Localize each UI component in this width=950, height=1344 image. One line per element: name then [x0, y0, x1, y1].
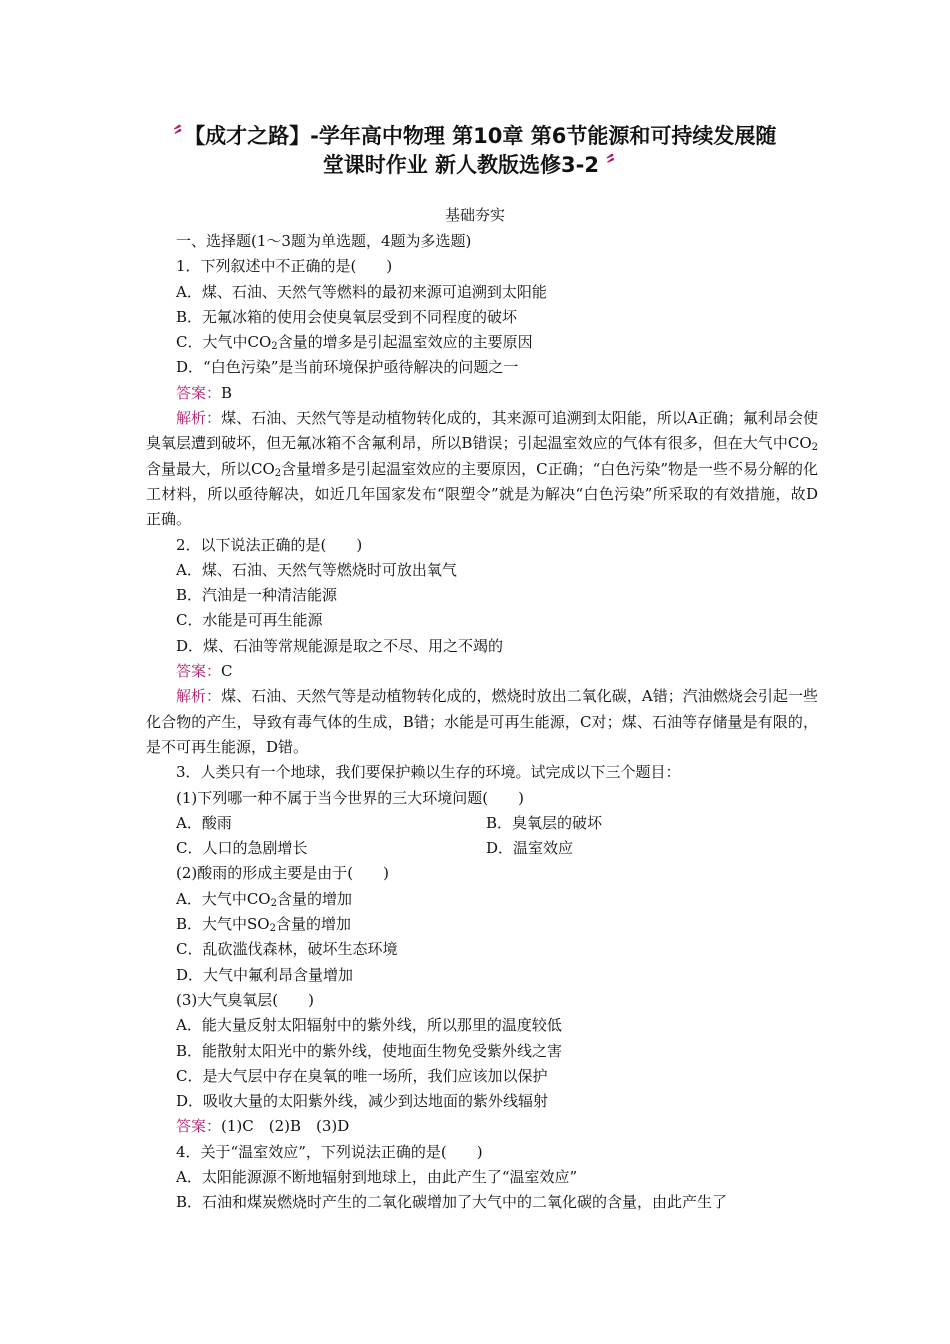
title-close-mark: 〞	[606, 153, 628, 177]
title-open-mark: 〞	[173, 124, 195, 148]
q2-option-c: C．水能是可再生能源	[176, 611, 323, 630]
q3-stem: 3．人类只有一个地球，我们要保护赖以生存的环境。试完成以下三个题目：	[176, 763, 681, 782]
q1-c-text: C．大气中CO	[176, 333, 272, 352]
q3-sub3-option-a: A．能大量反射太阳辐射中的紫外线，所以那里的温度较低	[176, 1016, 562, 1035]
q3-s2a-text-2: 含量的增加	[276, 889, 352, 908]
q3-sub2-option-c: C．乱砍滥伐森林，破坏生态环境	[176, 940, 398, 959]
q3-sub3-option-b: B．能散射太阳光中的紫外线，使地面生物免受紫外线之害	[176, 1041, 563, 1060]
q1-analysis-sub-1: 2	[811, 442, 818, 454]
q3-sub2-option-b	[146, 912, 818, 937]
title-text-1: 【成才之路】-学年高中物理 第10章 第6节能源和可持续发展随	[194, 124, 777, 148]
q1-answer-value: B	[221, 383, 233, 402]
q2-option-d: D．煤、石油等常规能源是取之不尽、用之不竭的	[176, 636, 504, 655]
q2-answer-value: C	[221, 662, 233, 681]
answer-label: 答案：	[176, 1117, 222, 1136]
q1-analysis-sub-2: 2	[274, 467, 282, 479]
q4-option-a: A．太阳能源源不断地辐射到地球上，由此产生了“温室效应”	[176, 1167, 578, 1186]
q3-sub2-option-d: D．大气中氟利昂含量增加	[176, 965, 354, 984]
q3-sub1-row2	[146, 836, 818, 861]
q1-stem: 1．下列叙述中不正确的是( )	[176, 257, 393, 276]
q4-stem: 4．关于“温室效应”，下列说法正确的是( )	[176, 1142, 483, 1161]
q1-c-sub: 2	[271, 341, 278, 353]
q1-c-text-2: 含量的增多是引起温室效应的主要原因	[277, 333, 533, 352]
q3-s2b-sub: 2	[269, 923, 276, 935]
q1-option-b: B．无氟冰箱的使用会使臭氧层受到不同程度的破坏	[176, 307, 518, 326]
section-heading: 基础夯实	[444, 206, 505, 224]
title-line-1	[0, 122, 950, 151]
q2-analysis	[146, 684, 818, 760]
document-body	[146, 229, 818, 1216]
title-text-2: 堂课时作业 新人教版选修3-2	[322, 153, 599, 177]
q1-analysis-text-2: 含量最大，所以CO	[146, 459, 275, 478]
title-line-2	[0, 151, 950, 180]
q3-sub1-option-a: A．酸雨	[176, 813, 232, 832]
q3-s2b-text: B．大气中SO	[176, 915, 270, 934]
q1-option-a: A．煤、石油、天然气等燃料的最初来源可追溯到太阳能	[176, 282, 547, 301]
q3-sub3-stem: (3)大气臭氧层( )	[176, 990, 314, 1009]
q3-s2a-text: A．大气中CO	[176, 889, 271, 908]
document-title	[0, 122, 950, 180]
q3-sub1-stem: (1)下列哪一种不属于当今世界的三大环境问题( )	[176, 788, 524, 807]
q3-s2a-sub: 2	[270, 897, 277, 909]
q3-sub3-option-d: D．吸收大量的太阳紫外线，减少到达地面的紫外线辐射	[176, 1092, 549, 1111]
q3-sub1-option-c: C．人口的急剧增长	[176, 839, 308, 858]
q1-answer	[146, 381, 818, 406]
q1-analysis-text-3: 含量增多是引起温室效应的主要原因，C正确；“白色污染”物是一些不易分解的化工材料，所以亟待解决，如近几年国家发布“限塑令”就是为解决“白色污染”所采取的有效措施，故D正确。	[146, 459, 818, 529]
q3-sub1-option-b: B．臭氧层的破坏	[486, 813, 603, 832]
q2-analysis-text: 煤、石油、天然气等是动植物转化成的，燃烧时放出二氧化碳，A错；汽油燃烧会引起一些化合物的产生，导致有毒气体的生成，B错；水能是可再生能源，C对；煤、石油等存储量是有限的，是不可再生能源，D错。	[146, 687, 818, 756]
part-heading: 一、选择题(1～3题为单选题，4题为多选题)	[176, 232, 472, 250]
q3-answer	[146, 1114, 818, 1139]
q3-sub2-stem: (2)酸雨的形成主要是由于( )	[176, 864, 389, 883]
q2-stem: 2．以下说法正确的是( )	[176, 535, 363, 554]
q3-sub3-option-c: C．是大气层中存在臭氧的唯一场所，我们应该加以保护	[176, 1066, 548, 1085]
q4-option-b: B．石油和煤炭燃烧时产生的二氧化碳增加了大气中的二氧化碳的含量，由此产生了	[176, 1193, 728, 1212]
q3-s2b-text-2: 含量的增加	[275, 915, 351, 934]
answer-label: 答案：	[176, 662, 222, 681]
q1-analysis	[146, 406, 818, 532]
q1-option-d: D．“白色污染”是当前环境保护亟待解决的问题之一	[176, 358, 519, 377]
q3-sub1-option-d: D．温室效应	[486, 839, 574, 858]
q3-sub1-row1	[146, 811, 818, 836]
q3-sub2-option-a	[146, 887, 818, 912]
q2-answer	[146, 659, 818, 684]
q3-answer-value: (1)C (2)B (3)D	[221, 1117, 350, 1136]
q1-option-c	[146, 330, 818, 355]
q2-option-b: B．汽油是一种清洁能源	[176, 586, 338, 605]
answer-label: 答案：	[176, 383, 222, 402]
analysis-label: 解析：	[176, 687, 222, 706]
analysis-label: 解析：	[176, 409, 222, 428]
q1-analysis-text-1: 煤、石油、天然气等是动植物转化成的，其来源可追溯到太阳能，所以A正确；氟利昂会使臭氧层遭到破坏，但无氟冰箱不含氟利昂，所以B错误；引起温室效应的气体有很多，但在大气中CO	[146, 409, 818, 453]
q2-option-a: A．煤、石油、天然气等燃烧时可放出氧气	[176, 560, 457, 579]
